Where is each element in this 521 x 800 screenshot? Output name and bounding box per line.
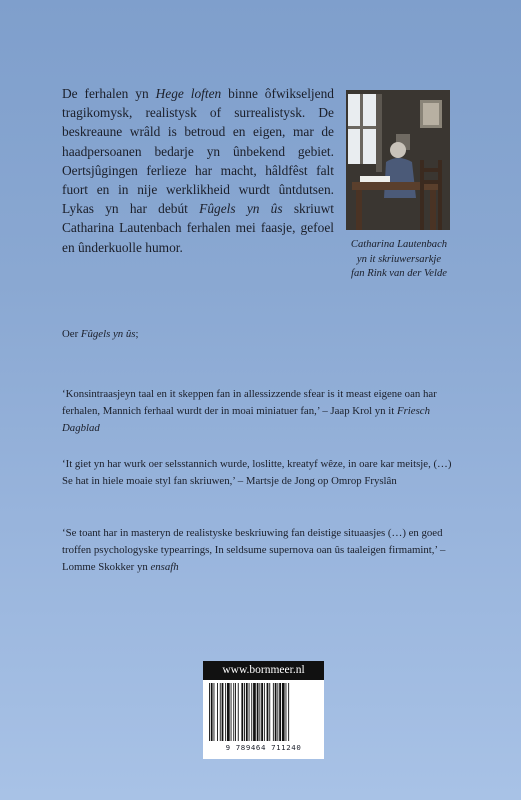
barcode-bar	[225, 683, 226, 741]
barcode-bar	[275, 683, 277, 741]
barcode-bar	[267, 683, 269, 741]
barcode-bar	[231, 683, 232, 741]
barcode-bar	[288, 683, 289, 741]
blurb-text-1: De ferhalen yn	[62, 86, 156, 101]
barcode-bar	[238, 683, 239, 741]
barcode-bar	[251, 683, 252, 741]
barcode-bar	[282, 683, 285, 741]
barcode-bar	[241, 683, 243, 741]
barcode-bar	[249, 683, 250, 741]
barcode-bar	[211, 683, 213, 741]
barcode-bar	[259, 683, 260, 741]
barcode-bar	[214, 683, 215, 741]
isbn-number: 9 789464 711240	[225, 743, 302, 752]
author-photo	[346, 90, 450, 230]
barcode-bar	[277, 683, 278, 741]
photo-caption	[338, 238, 460, 282]
debut-title: Fûgels yn ûs	[199, 201, 283, 217]
quote-source: Friesch Dagblad	[62, 404, 430, 434]
caption-line-1: Catharina Lautenbach	[350, 239, 448, 250]
barcode-bar	[286, 683, 287, 741]
barcode-bar	[253, 683, 256, 741]
barcode-bar	[246, 683, 248, 741]
barcode-bar	[217, 683, 218, 741]
barcode-bar	[222, 683, 224, 741]
reviews-heading: Oer Fûgels yn ûs;	[62, 328, 139, 340]
blurb-text-2: binne ôfwikseljend tragikomysk, realistysk of surrealistysk. De beskreaune wrâld is betroud en eigen, mar de haadpersoanen bedarje yn ûnbekend gebiet. Oertsjûgingen ferlieze har macht, hâldfêst falt fuort en in nije werklikheid wurdt ûntdutsen. Lykas yn har debút	[62, 86, 334, 217]
barcode-panel	[203, 661, 324, 759]
barcode-bar	[227, 683, 230, 741]
barcode-bar	[273, 683, 274, 741]
publisher-website[interactable]: www.bornmeer.nl	[203, 661, 324, 680]
book-title: Hege loften	[155, 86, 222, 101]
barcode	[209, 683, 318, 741]
review-quote-2: ‘It giet yn har wurk oer selsstannich wurde, loslitte, kreatyf wêze, in oare kar meitsje, (…) Se hat in hiele moaie styl fan skriuwen,’ – Martsje de Jong op Omrop Fryslân	[62, 458, 452, 487]
barcode-bar	[264, 683, 265, 741]
barcode-bar	[209, 683, 210, 741]
blurb-text-3: skriuwt Catharina Lautenbach ferhalen mei faasje, gefoel en ûnderkuolle humor.	[62, 201, 334, 255]
caption-line-2: yn it skriuwersarkje	[356, 253, 442, 265]
review-quote-1: ‘Konsintraasjeyn taal en it skeppen fan in allessizzende sfear is it meast eigene oan har ferhalen, Mannich ferhaal wurdt der in moai miniatuer fan,’ – Jaap Krol yn it Friesch Dagblad	[62, 388, 437, 434]
back-cover-blurb	[62, 84, 334, 257]
reviews-heading-title: Fûgels yn ûs	[80, 328, 136, 340]
barcode-bar	[220, 683, 221, 741]
barcode-bar	[269, 683, 270, 741]
barcode-bar	[235, 683, 236, 741]
barcode-bar	[233, 683, 234, 741]
barcode-bar	[261, 683, 263, 741]
barcode-bar	[244, 683, 245, 741]
quote-source: ensafh	[150, 560, 179, 573]
barcode-bar	[279, 683, 281, 741]
caption-line-3: fan Rink van der Velde	[351, 268, 447, 279]
review-quote-3: ‘Se toant har in masteryn de realistyske beskriuwing fan deistige situaasjes (…) en goed troffen psychologyske typearrings, In seldsume supernova oan ûs taaleigen firmamint,’ – Lomme Skokker yn ensafh	[62, 527, 446, 573]
barcode-bar	[257, 683, 259, 741]
